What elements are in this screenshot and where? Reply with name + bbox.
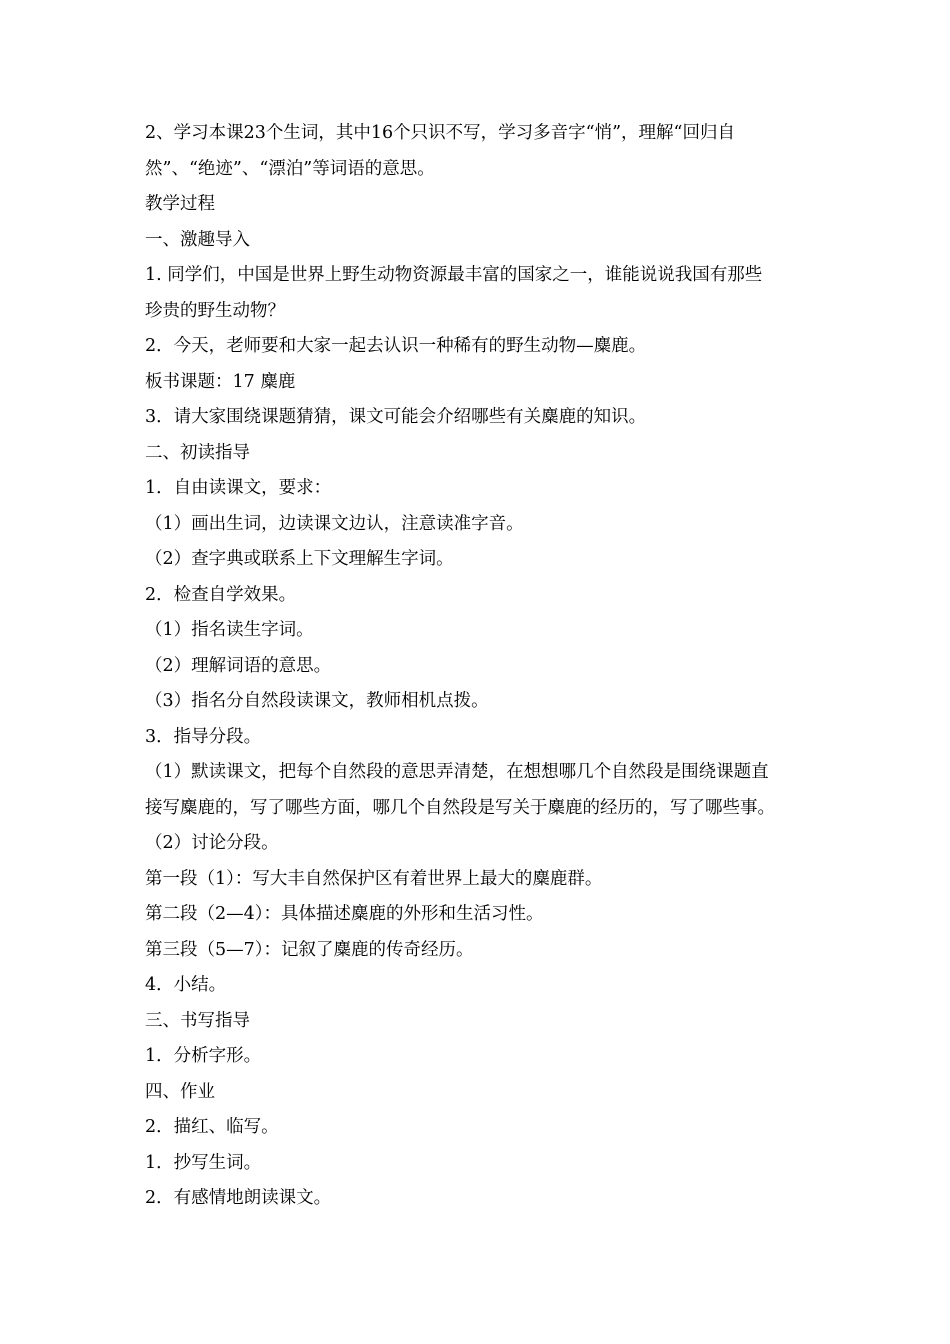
step-line: 3．请大家围绕课题猜猜，课文可能会介绍哪些有关麋鹿的知识。 — [145, 407, 647, 427]
substep-line: （2）讨论分段。 — [145, 833, 279, 853]
substep-line: （1）默读课文，把每个自然段的意思弄清楚，在想想哪几个自然段是围绕课题直 — [145, 762, 769, 782]
objective-line-cont: 然”、“绝迹”、“漂泊”等词语的意思。 — [145, 158, 435, 179]
substep-line: （1）画出生词，边读课文边认，注意读准字音。 — [145, 513, 524, 534]
section-heading-2: 二、初读指导 — [145, 442, 250, 463]
paragraph-section-line: 第三段（5—7）：记叙了麋鹿的传奇经历。 — [145, 939, 474, 960]
step-line: 3．指导分段。 — [145, 726, 262, 747]
section-heading-teaching-process: 教学过程 — [145, 194, 215, 214]
substep-line: （2）理解词语的意思。 — [145, 655, 332, 676]
paragraph-section-line: 第二段（2—4）：具体描述麋鹿的外形和生活习性。 — [145, 904, 544, 924]
document-body — [145, 116, 813, 1217]
step-line: 2．今天，老师要和大家一起去认识一种稀有的野生动物—麋鹿。 — [145, 336, 647, 356]
board-title-line: 板书课题：17 麋鹿 — [145, 371, 296, 392]
substep-line: （1）指名读生字词。 — [145, 620, 314, 640]
substep-line: （3）指名分自然段读课文，教师相机点拨。 — [145, 691, 489, 711]
step-line: 2．检查自学效果。 — [145, 584, 297, 605]
step-line: 1．分析字形。 — [145, 1046, 262, 1066]
substep-line: （2）查字典或联系上下文理解生字词。 — [145, 549, 454, 569]
paragraph-section-line: 第一段（1）：写大丰自然保护区有着世界上最大的麋鹿群。 — [145, 868, 603, 889]
step-line: 4．小结。 — [145, 975, 227, 995]
substep-line-cont: 接写麋鹿的，写了哪些方面，哪几个自然段是写关于麋鹿的经历的，写了哪些事。 — [145, 797, 775, 818]
step-line: 1．自由读课文，要求： — [145, 478, 332, 498]
step-line-cont: 珍贵的野生动物？ — [145, 300, 285, 321]
objective-line: 2、学习本课23个生词，其中16个只识不写，学习多音字“悄”，理解“回归自 — [145, 123, 736, 143]
section-heading-4: 四、作业 — [145, 1081, 215, 1102]
step-line: 2．有感情地朗读课文。 — [145, 1188, 332, 1208]
section-heading-1: 一、激趣导入 — [145, 229, 250, 250]
step-line: 2．描红、临写。 — [145, 1117, 279, 1137]
section-heading-3: 三、书写指导 — [145, 1010, 250, 1031]
step-line: 1. 同学们，中国是世界上野生动物资源最丰富的国家之一，谁能说说我国有那些 — [145, 265, 763, 285]
step-line: 1．抄写生词。 — [145, 1152, 262, 1173]
